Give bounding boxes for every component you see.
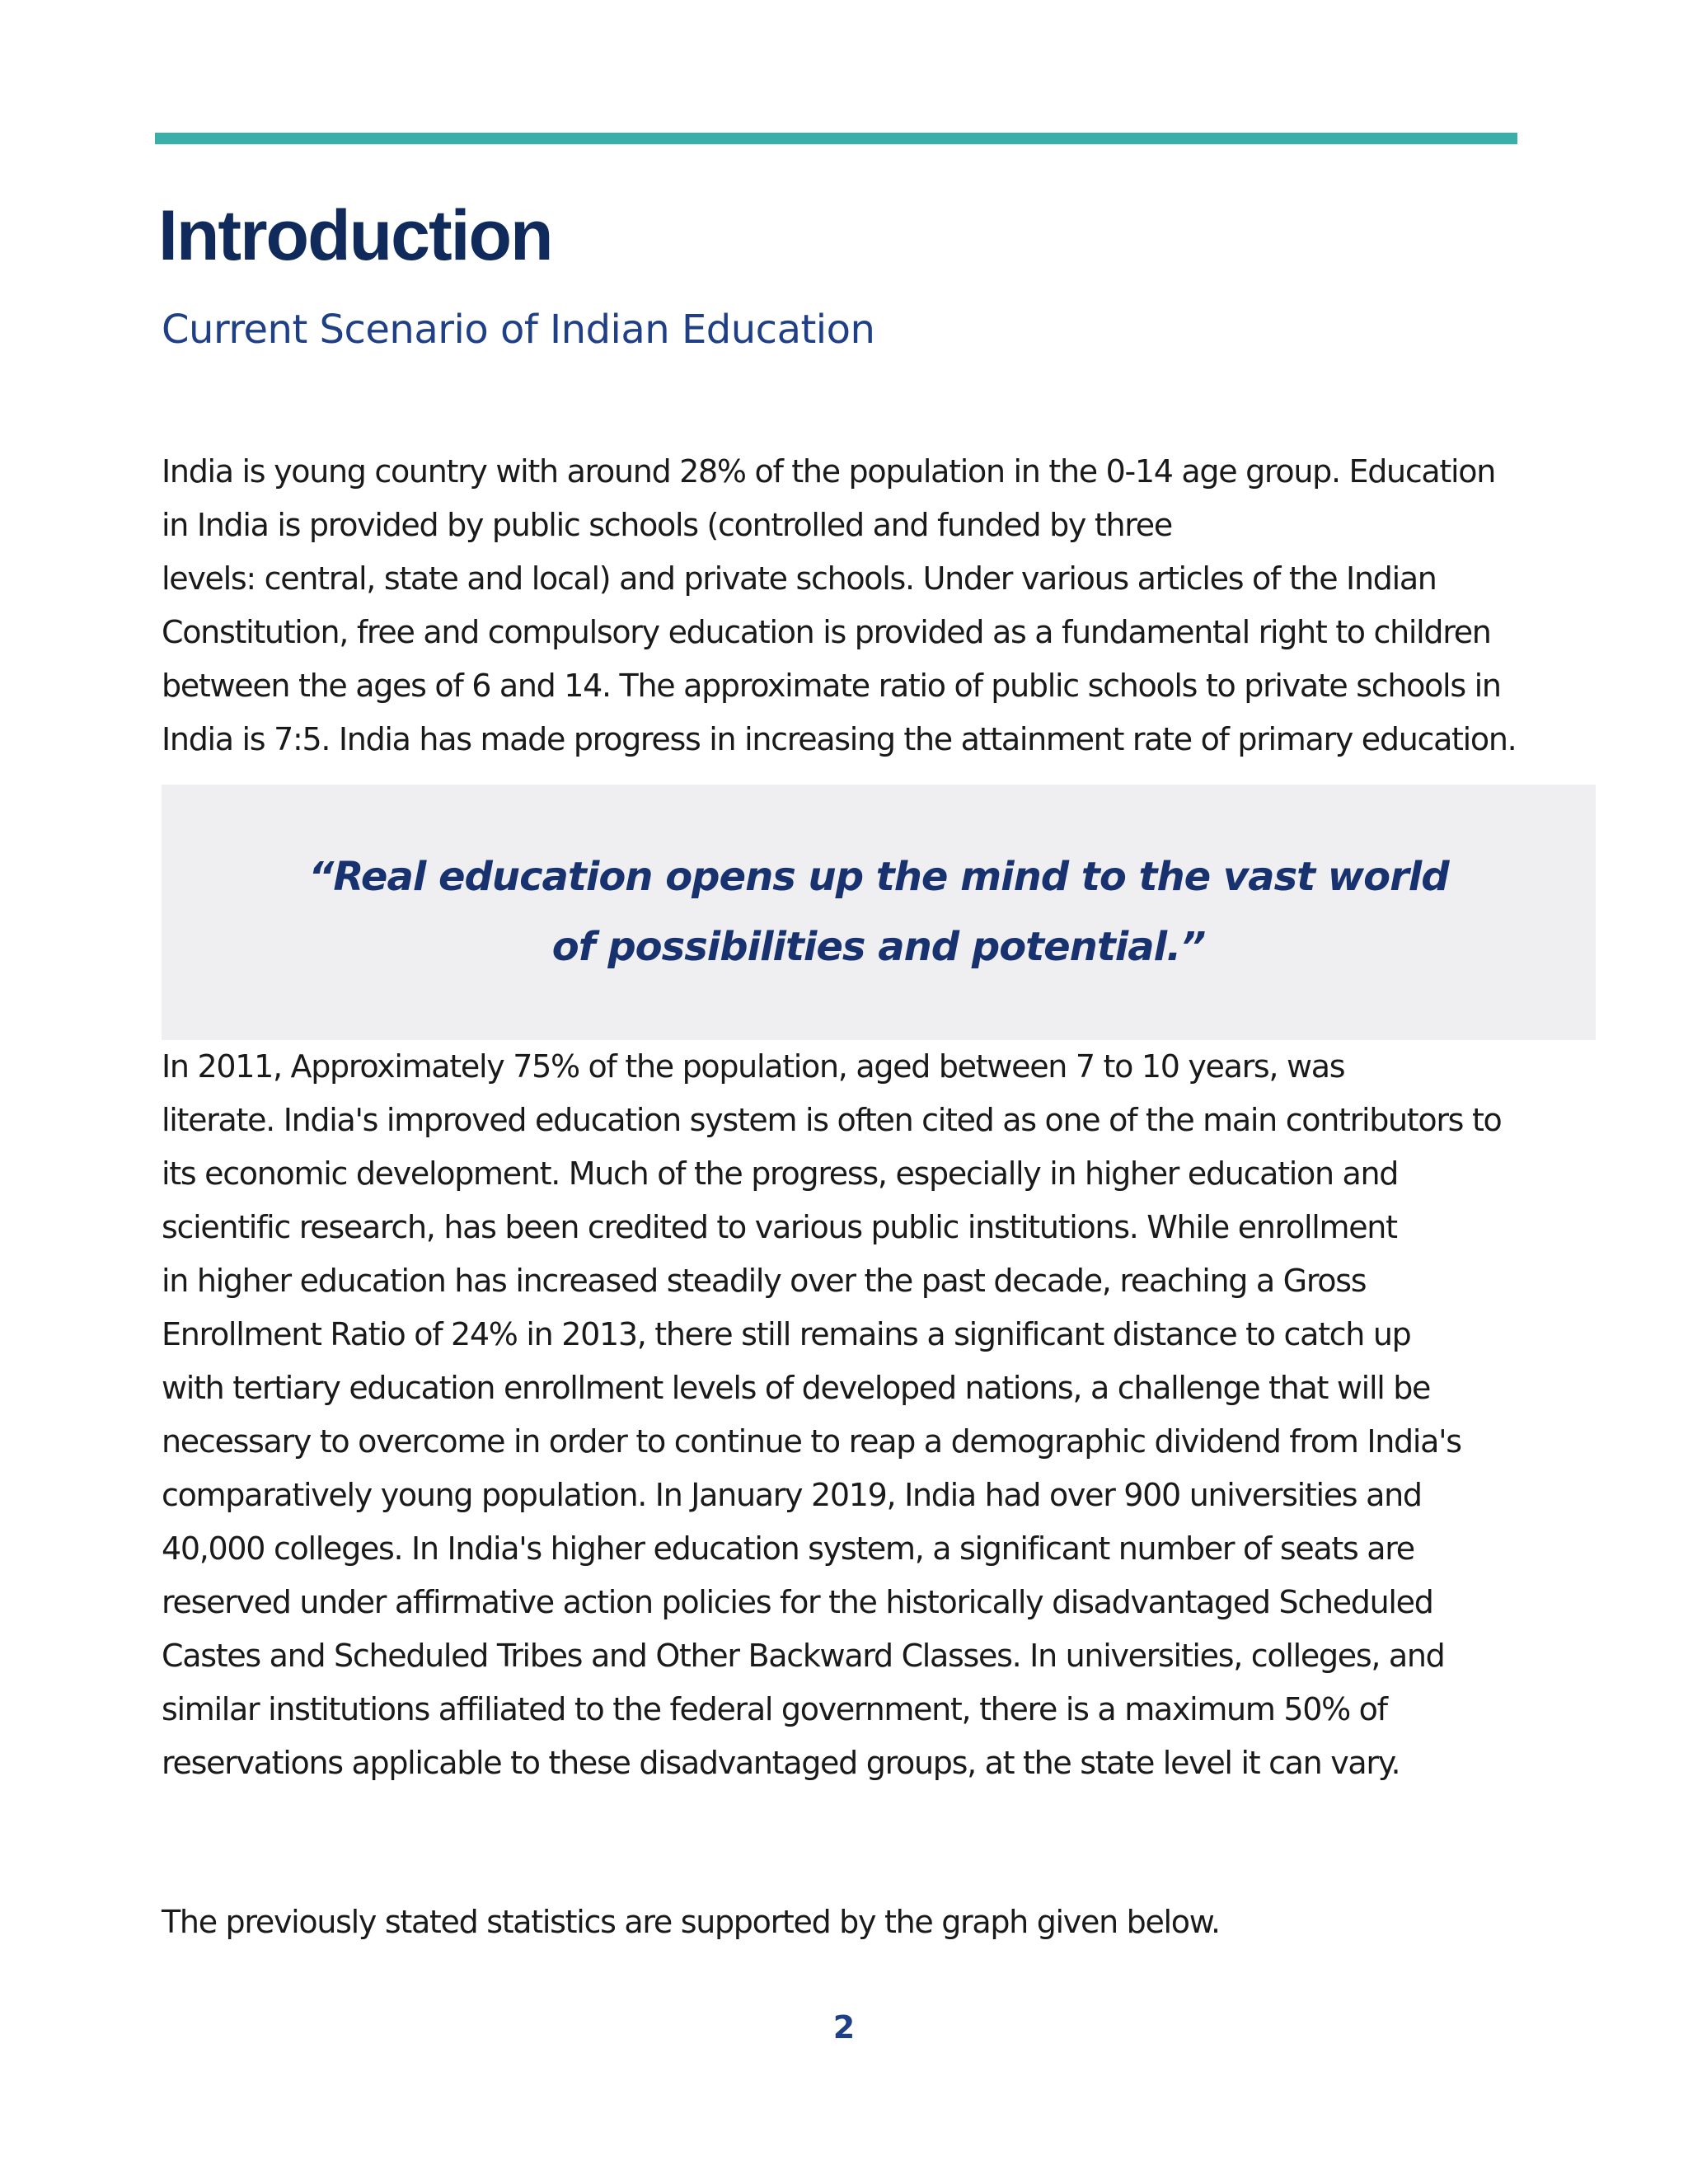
graph-reference-paragraph <box>162 1896 1596 1949</box>
paragraph-line: Constitution, free and compulsory education is provided as a fundamental right to children <box>162 614 1491 650</box>
paragraph-line: Castes and Scheduled Tribes and Other Backward Classes. In universities, colleges, and <box>162 1638 1445 1674</box>
paragraph-line: literate. India's improved education system is often cited as one of the main contributors to <box>162 1102 1502 1138</box>
intro-paragraph <box>162 445 1596 766</box>
paragraph-line: reserved under affirmative action policies for the historically disadvantaged Scheduled <box>162 1584 1433 1620</box>
statistics-paragraph <box>162 1040 1596 1790</box>
paragraph-line: similar institutions affiliated to the federal government, there is a maximum 50% of <box>162 1691 1387 1727</box>
top-accent-rule <box>155 133 1517 144</box>
paragraph-line: 40,000 colleges. In India's higher education system, a significant number of seats are <box>162 1530 1414 1567</box>
paragraph-line: comparatively young population. In January 2019, India had over 900 universities and <box>162 1477 1422 1513</box>
quote-box <box>162 785 1596 1040</box>
paragraph-line: in India is provided by public schools (controlled and funded by three <box>162 507 1172 543</box>
pull-quote <box>162 842 1596 982</box>
quote-line: “Real education opens up the mind to the vast world <box>308 854 1449 900</box>
paragraph-line: The previously stated statistics are supported by the graph given below. <box>162 1904 1220 1940</box>
paragraph-line: Enrollment Ratio of 24% in 2013, there still remains a significant distance to catch up <box>162 1316 1411 1352</box>
section-subtitle: Current Scenario of Indian Education <box>162 307 875 353</box>
paragraph-line: between the ages of 6 and 14. The approximate ratio of public schools to private schools in <box>162 668 1501 704</box>
paragraph-line: reservations applicable to these disadvantaged groups, at the state level it can vary. <box>162 1745 1400 1781</box>
paragraph-line: with tertiary education enrollment levels of developed nations, a challenge that will be <box>162 1370 1431 1406</box>
paragraph-line: in higher education has increased steadily over the past decade, reaching a Gross <box>162 1263 1367 1299</box>
quote-line: of possibilities and potential.” <box>551 924 1206 970</box>
paragraph-line: India is young country with around 28% of the population in the 0-14 age group. Education <box>162 453 1495 490</box>
paragraph-line: its economic development. Much of the progress, especially in higher education and <box>162 1155 1399 1192</box>
page-number: 2 <box>832 2009 856 2046</box>
paragraph-line: necessary to overcome in order to continue to reap a demographic dividend from India's <box>162 1423 1461 1460</box>
page-title: Introduction <box>158 196 552 275</box>
paragraph-line: In 2011, Approximately 75% of the population, aged between 7 to 10 years, was <box>162 1048 1345 1085</box>
paragraph-line: India is 7:5. India has made progress in increasing the attainment rate of primary education. <box>162 721 1517 757</box>
paragraph-line: scientific research, has been credited to various public institutions. While enrollment <box>162 1209 1397 1245</box>
paragraph-line: levels: central, state and local) and private schools. Under various articles of the Indian <box>162 560 1437 597</box>
